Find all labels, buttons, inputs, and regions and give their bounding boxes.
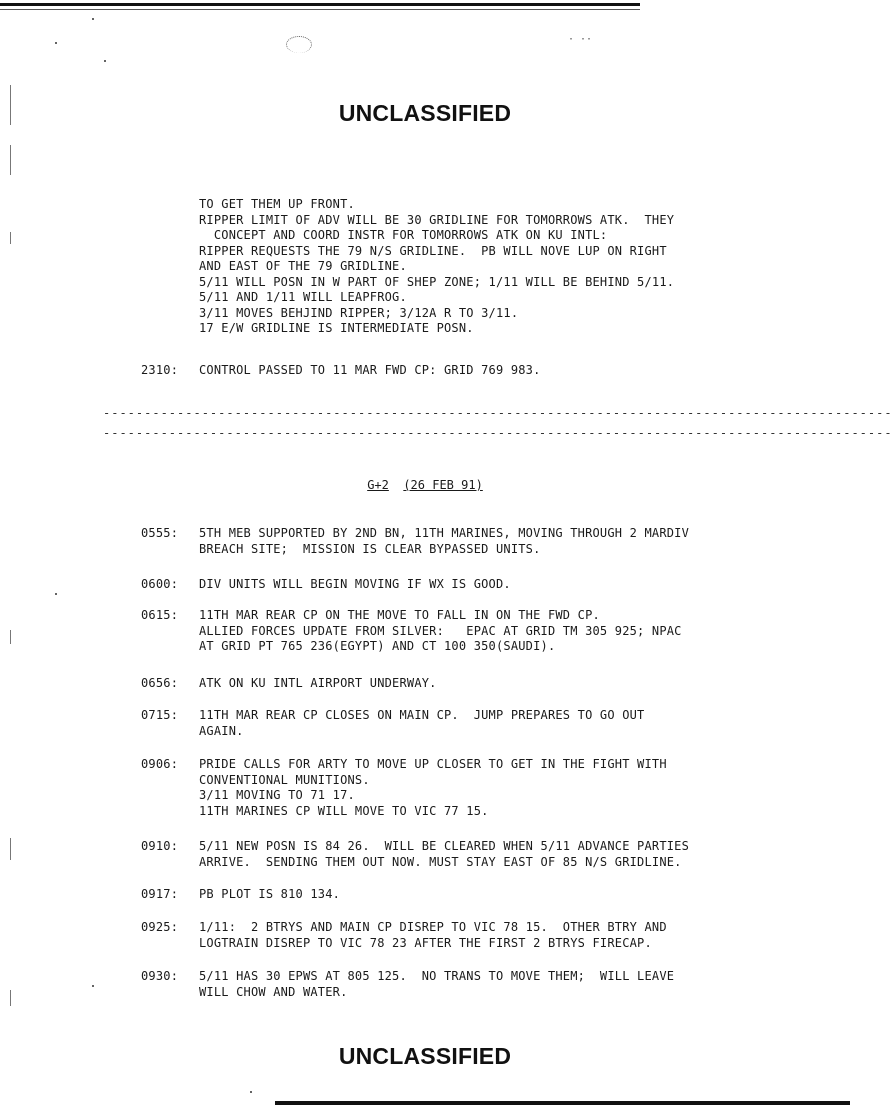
scan-speck — [55, 42, 57, 44]
scan-speck — [92, 985, 94, 987]
classification-banner-top: UNCLASSIFIED — [338, 100, 512, 126]
entry-text: PB PLOT IS 810 134. — [199, 887, 341, 901]
top-border-rule — [0, 3, 640, 6]
entry-text: DIV UNITS WILL BEGIN MOVING IF WX IS GOOD. — [199, 577, 511, 591]
continuation-line: AND EAST OF THE 79 GRIDLINE. — [199, 259, 407, 273]
scan-speck — [104, 60, 106, 62]
entry-text: 5TH MEB SUPPORTED BY 2ND BN, 11TH MARINES, MOVING THROUGH 2 MARDIV BREACH SITE; MISSION IS CLEAR BYPASSED UNITS. — [199, 526, 690, 556]
dashed-separator: ------------------------------------------------------------------------------------------------ — [103, 406, 893, 420]
entry-time: 0600: — [141, 577, 179, 591]
entry-time: 0715: — [141, 708, 179, 722]
dashed-separator: ------------------------------------------------------------------------------------------------ — [103, 426, 893, 440]
top-border-rule-thin — [0, 9, 640, 10]
scan-speck — [92, 18, 94, 20]
scan-margin-mark — [10, 145, 11, 175]
day-heading — [0, 478, 850, 492]
day-date: (26 FEB 91) — [403, 478, 483, 492]
entry-time: 0656: — [141, 676, 179, 690]
entry-text: 11TH MAR REAR CP ON THE MOVE TO FALL IN ON THE FWD CP. ALLIED FORCES UPDATE FROM SILVER: EPAC AT GRID TM 305 925; NPAC AT GRID PT 765 236(EGYPT) AND CT 100 350(SAUDI). — [199, 608, 682, 653]
continuation-text-block — [199, 197, 674, 337]
entry-text: 1/11: 2 BTRYS AND MAIN CP DISREP TO VIC 78 15. OTHER BTRY AND LOGTRAIN DISREP TO VIC 78 23 AFTER THE FIRST 2 BTRYS FIRECAP. — [199, 920, 667, 950]
bottom-border-rule — [275, 1101, 850, 1105]
entry-text: ATK ON KU INTL AIRPORT UNDERWAY. — [199, 676, 437, 690]
entry-time: 0906: — [141, 757, 179, 771]
entry-time: 2310: — [141, 363, 179, 377]
entry-text: CONTROL PASSED TO 11 MAR FWD CP: GRID 769 983. — [199, 363, 541, 377]
entry-text: 5/11 HAS 30 EPWS AT 805 125. NO TRANS TO MOVE THEM; WILL LEAVE WILL CHOW AND WATER. — [199, 969, 675, 999]
scan-margin-mark — [10, 838, 11, 860]
continuation-line: RIPPER REQUESTS THE 79 N/S GRIDLINE. PB WILL NOVE LUP ON RIGHT — [199, 243, 667, 258]
continuation-line: CONCEPT AND COORD INSTR FOR TOMORROWS ATK ON KU INTL: — [199, 228, 608, 242]
scan-speck — [250, 1091, 252, 1093]
day-label: G+2 — [367, 478, 389, 492]
scan-stamp-mark — [286, 36, 312, 53]
continuation-line: RIPPER LIMIT OF ADV WILL BE 30 GRIDLINE FOR TOMORROWS ATK. THEY — [199, 212, 675, 227]
continuation-line: 5/11 WILL POSN IN W PART OF SHEP ZONE; 1/11 WILL BE BEHIND 5/11. — [199, 274, 675, 289]
entry-text: PRIDE CALLS FOR ARTY TO MOVE UP CLOSER TO GET IN THE FIGHT WITH CONVENTIONAL MUNITIONS. 3/11 MOVING TO 71 17. 11TH MARINES CP WILL MOVE TO VIC 77 15. — [199, 757, 667, 818]
scan-stamp-mark-small: · ·· — [568, 34, 593, 45]
entry-time: 0925: — [141, 920, 179, 934]
log-entry-2310 — [141, 363, 541, 410]
entry-time: 0615: — [141, 608, 179, 622]
continuation-line: 5/11 AND 1/11 WILL LEAPFROG. — [199, 290, 407, 304]
entry-time: 0910: — [141, 839, 179, 853]
continuation-line: TO GET THEM UP FRONT. — [199, 197, 355, 211]
continuation-line: 17 E/W GRIDLINE IS INTERMEDIATE POSN. — [199, 321, 474, 335]
continuation-line: 3/11 MOVES BEHJIND RIPPER; 3/12A R TO 3/11. — [199, 305, 519, 320]
entry-text: 11TH MAR REAR CP CLOSES ON MAIN CP. JUMP PREPARES TO GO OUT AGAIN. — [199, 708, 645, 738]
entry-time: 0917: — [141, 887, 179, 901]
scan-margin-mark — [10, 630, 11, 644]
scan-speck — [55, 593, 57, 595]
scan-margin-mark — [10, 232, 11, 244]
scan-margin-mark — [10, 990, 11, 1006]
entry-time: 0555: — [141, 526, 179, 540]
entry-time: 0930: — [141, 969, 179, 983]
entry-text: 5/11 NEW POSN IS 84 26. WILL BE CLEARED WHEN 5/11 ADVANCE PARTIES ARRIVE. SENDING THEM OUT NOW. MUST STAY EAST OF 85 N/S GRIDLINE. — [199, 839, 690, 869]
classification-banner-bottom: UNCLASSIFIED — [338, 1043, 512, 1069]
